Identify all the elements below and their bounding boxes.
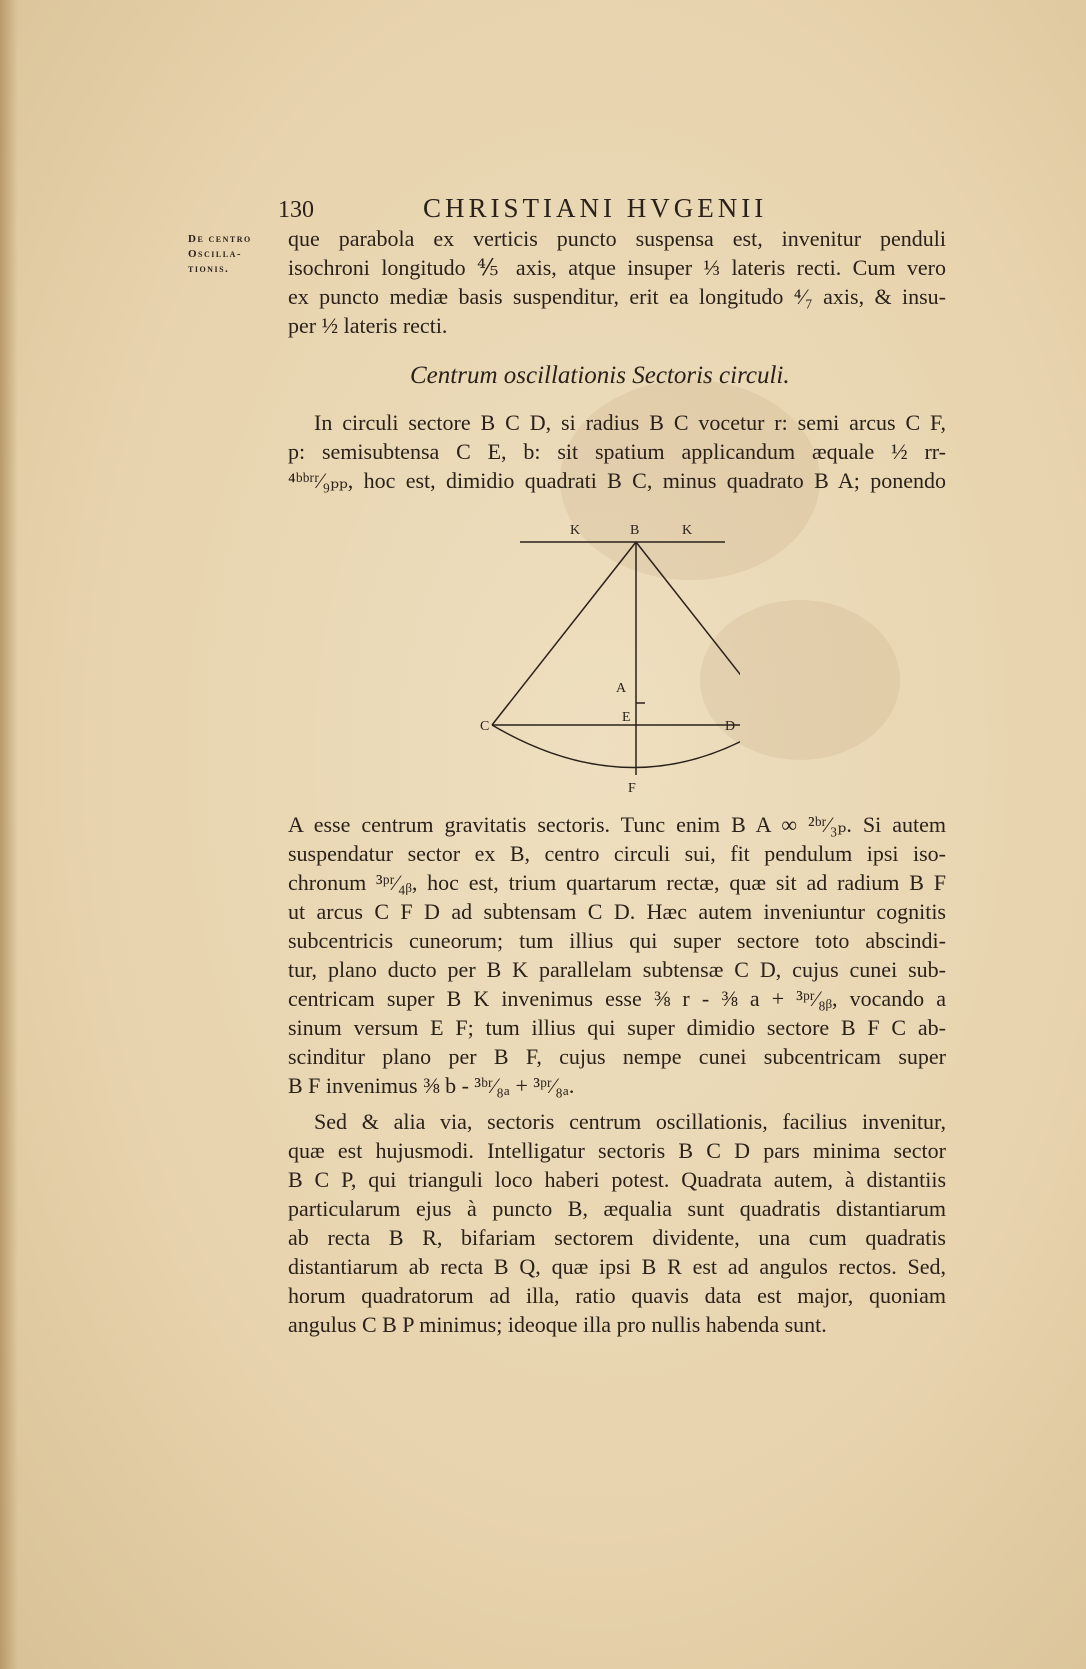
margin-note-line: Oscilla- [188, 248, 243, 260]
page-header [278, 193, 868, 227]
page-number: 130 [278, 197, 314, 223]
text-line: A esse centrum gravitatis sectoris. Tunc enim B A ∞ ²ᵇʳ⁄₃ₚ. Si autem [288, 812, 946, 837]
label-a: A [616, 681, 627, 696]
text-line: chronum ³ᵖʳ⁄₄ᵦ, hoc est, trium quartarum rectæ, quæ sit ad radium B F [288, 870, 946, 895]
text-line: centricam super B K invenimus esse ⅜ r - ⅜ a + ³ᵖʳ⁄₈ᵦ, vocando a [288, 986, 946, 1011]
text-line: ex puncto mediæ basis suspenditur, erit ea longitudo ⁴⁄₇ axis, & insu- [288, 284, 946, 309]
text-line: angulus C B P minimus; ideoque illa pro nullis habenda sunt. [288, 1312, 827, 1337]
text-line: que parabola ex verticis puncto suspensa est, invenitur penduli [288, 226, 946, 251]
paragraph-2 [288, 408, 946, 495]
text-line: distantiarum ab recta B Q, quæ ipsi B R est ad angulos rectos. Sed, [288, 1254, 946, 1279]
text-line: per ½ lateris recti. [288, 313, 448, 338]
paragraph-3 [288, 810, 946, 1100]
page-edge-shadow [0, 0, 18, 1669]
label-e: E [622, 710, 631, 725]
text-line: B F invenimus ⅜ b - ³ᵇʳ⁄₈ₐ + ³ᵖʳ⁄₈ₐ. [288, 1073, 575, 1098]
sector-figure [470, 520, 740, 795]
text-line: isochroni longitudo ⅘ axis, atque insuper ⅓ lateris recti. Cum vero [288, 255, 946, 280]
text-line: sinum versum E F; tum illius qui super dimidio sectore B F C ab- [288, 1015, 946, 1040]
label-b: B [630, 523, 640, 538]
label-d: D [725, 719, 736, 734]
radius-b-d [636, 542, 740, 725]
margin-note [188, 232, 276, 277]
label-k-right: K [682, 523, 693, 538]
label-k-left: K [570, 523, 581, 538]
text-line: quæ est hujusmodi. Intelligatur sectoris B C D pars minima sector [288, 1138, 946, 1163]
text-line: tur, plano ducto per B K parallelam subtensæ C D, cujus cunei sub- [288, 957, 946, 982]
section-title: Centrum oscillationis Sectoris circuli. [410, 362, 790, 389]
text-line: ab recta B R, bifariam sectorem dividente, una cum quadratis [288, 1225, 946, 1250]
margin-note-line: De centro [188, 233, 252, 245]
radius-b-c [492, 542, 636, 725]
text-line: B C P, qui trianguli loco haberi potest. Quadrata autem, à distantiis [288, 1167, 946, 1192]
paragraph-1 [288, 224, 946, 340]
margin-note-line: tionis. [188, 263, 230, 275]
text-line: p: semisubtensa C E, b: sit spatium applicandum æquale ½ rr- [288, 439, 946, 464]
text-line: suspendatur sector ex B, centro circuli sui, fit pendulum ipsi iso- [288, 841, 946, 866]
text-line: horum quadratorum ad illa, ratio quavis data est major, quoniam [288, 1283, 946, 1308]
text-line: ut arcus C F D ad subtensam C D. Hæc autem inveniuntur cognitis [288, 899, 946, 924]
label-c: C [480, 719, 490, 734]
paragraph-4 [288, 1107, 946, 1339]
label-f: F [628, 781, 636, 795]
text-line: ⁴ᵇᵇʳʳ⁄₉ₚₚ, hoc est, dimidio quadrati B C, minus quadrato B A; ponendo [288, 468, 946, 493]
running-head: CHRISTIANI HVGENII [423, 193, 768, 223]
text-line: In circuli sectore B C D, si radius B C vocetur r: semi arcus C F, [314, 410, 946, 435]
arc-c-f-d [492, 725, 740, 768]
text-line: subcentricis cuneorum; tum illius qui super sectore toto abscindi- [288, 928, 946, 953]
text-line: particularum ejus à puncto B, æqualia sunt quadratis distantiarum [288, 1196, 946, 1221]
text-line: Sed & alia via, sectoris centrum oscillationis, facilius invenitur, [314, 1109, 946, 1134]
text-line: scinditur plano per B F, cujus nempe cunei subcentricam super [288, 1044, 946, 1069]
